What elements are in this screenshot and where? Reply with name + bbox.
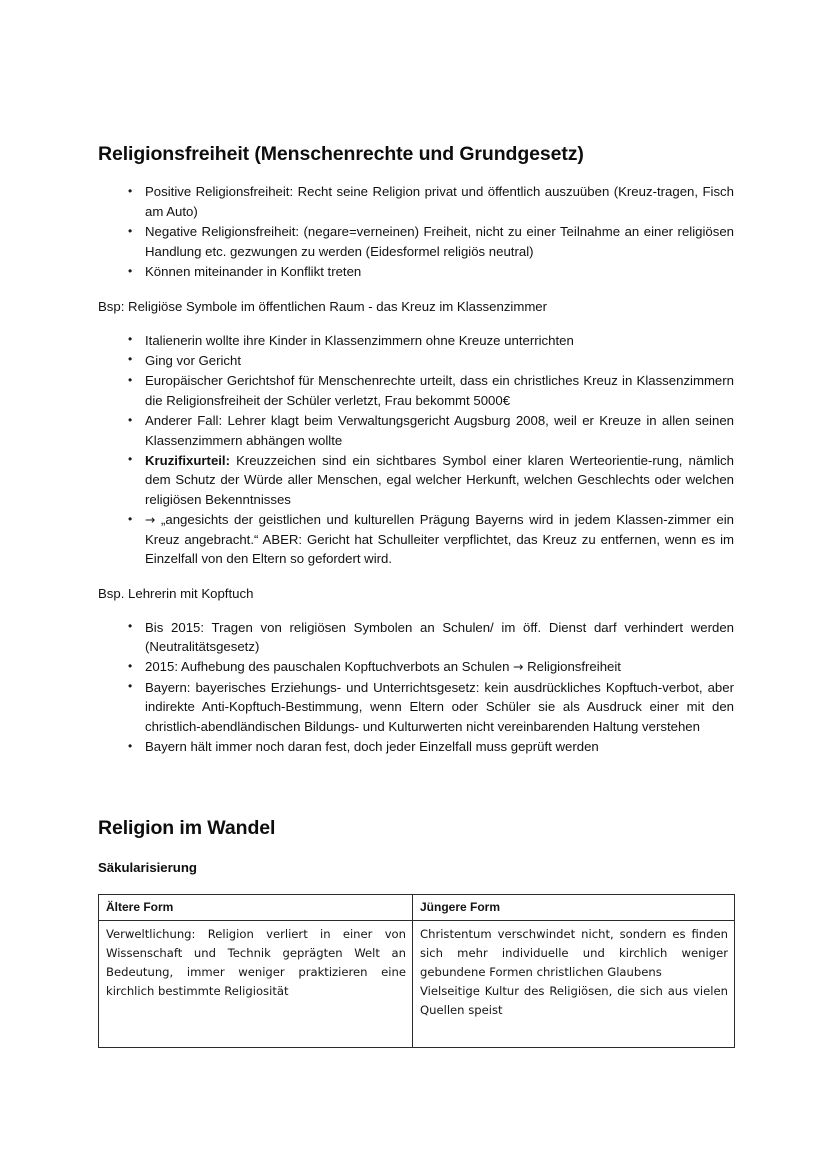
cell-paragraph: Verweltlichung: Religion verliert in einer von Wissenschaft und Technik geprägten Welt an Bedeutung, immer weniger praktizieren eine kirchlich bestimmte Religiosität — [106, 927, 406, 998]
table-cell-aeltere-form — [99, 921, 413, 1048]
example-kreuz-intro: Bsp: Religiöse Symbole im öffentlichen Raum - das Kreuz im Klassenzimmer — [98, 299, 548, 315]
kopftuch-2015-suffix: Religionsfreiheit — [523, 659, 621, 675]
kopftuch-bullet-list — [98, 618, 734, 757]
section-title-religion-im-wandel: Religion im Wandel — [98, 817, 276, 840]
list-item: • Können miteinander in Konflikt treten — [98, 262, 734, 281]
list-item: • Bis 2015: Tragen von religiösen Symbolen an Schulen/ im öff. Dienst darf verhindert werden (Neutralitätsgesetz) — [98, 618, 734, 657]
list-item: • Bayern: bayerisches Erziehungs- und Unterrichtsgesetz: kein ausdrückliches Kopftuch-verbot, aber indirekte Anti-Kopftuch-Bestimmung, wenn Eltern oder Schüler sie als Ausdruck einer mit den christlich-abendländischen Bildungs- und Kulturwerten nicht vereinbarenden Haltung verstehen — [98, 678, 734, 736]
example-kopftuch-intro: Bsp. Lehrerin mit Kopftuch — [98, 586, 254, 602]
gericht-zitat-text: „angesichts der geistlichen und kulturellen Prägung Bayerns wird in jedem Klassen-zimmer ein Kreuz angebracht.“ ABER: Gericht hat Schulleiter verpflichtet, das Kreuz zu entfernen, wenn es im Einzelfall von den Eltern so gefordert wird. — [145, 512, 734, 567]
document-content — [98, 142, 734, 1048]
list-item: • Italienerin wollte ihre Kinder in Klassenzimmern ohne Kreuze unterrichten — [98, 331, 734, 350]
kopftuch-2015-prefix: 2015: Aufhebung des pauschalen Kopftuchverbots an Schulen — [145, 659, 514, 675]
arrow-right-icon: → — [145, 512, 156, 528]
list-item: • Europäischer Gerichtshof für Menschenrechte urteilt, dass ein christliches Kreuz in Klassenzimmern die Religionsfreiheit der Schüler verletzt, Frau bekommt 5000€ — [98, 371, 734, 410]
page-title: Religionsfreiheit (Menschenrechte und Grundgesetz) — [98, 143, 584, 165]
section-spacer — [98, 772, 734, 816]
list-item: • Anderer Fall: Lehrer klagt beim Verwaltungsgericht Augsburg 2008, weil er Kreuze in allen seinen Klassenzimmern abhängen wollte — [98, 411, 734, 450]
positive-negative-bullet-list — [98, 182, 734, 281]
list-item-kruzifixurteil — [98, 451, 734, 509]
cell-paragraph: Christentum verschwindet nicht, sondern es finden sich mehr individuelle und kirchlich weniger gebundene Formen christlichen Glaubens — [420, 927, 728, 979]
kruzifixurteil-text: Kreuzzeichen sind ein sichtbares Symbol einer klaren Werteorientie-rung, nämlich dem Schutz der Würde aller Menschen, egal welcher Herkunft, welchen Geschlechts oder welchen religiösen Bekenntnisses — [145, 452, 734, 507]
table-row — [99, 921, 735, 1048]
subsection-title-saekularisierung: Säkularisierung — [98, 859, 197, 875]
column-header-juengere-form: Jüngere Form — [413, 894, 735, 920]
kreuz-bullet-list — [98, 331, 734, 569]
saekularisierung-table — [98, 894, 735, 1048]
column-header-aeltere-form: Ältere Form — [99, 894, 413, 920]
list-item-2015 — [98, 657, 734, 676]
list-item: • Ging vor Gericht — [98, 351, 734, 370]
cell-paragraph: Vielseitige Kultur des Religiösen, die sich aus vielen Quellen speist — [420, 983, 728, 1017]
list-item: • Negative Religionsfreiheit: (negare=verneinen) Freiheit, nicht zu einer Teilnahme an einer religiösen Handlung etc. gezwungen zu werden (Eidesformel religiös neutral) — [98, 222, 734, 261]
list-item-gericht-zitat — [98, 510, 734, 568]
list-item: • Bayern hält immer noch daran fest, doch jeder Einzelfall muss geprüft werden — [98, 737, 734, 756]
table-cell-juengere-form — [413, 921, 735, 1048]
table-header-row — [99, 894, 735, 920]
kruzifixurteil-label: Kruzifixurteil: — [145, 452, 230, 468]
arrow-right-icon: → — [513, 659, 524, 675]
list-item: • Positive Religionsfreiheit: Recht seine Religion privat und öffentlich auszuüben (Kreuz-tragen, Fisch am Auto) — [98, 182, 734, 221]
